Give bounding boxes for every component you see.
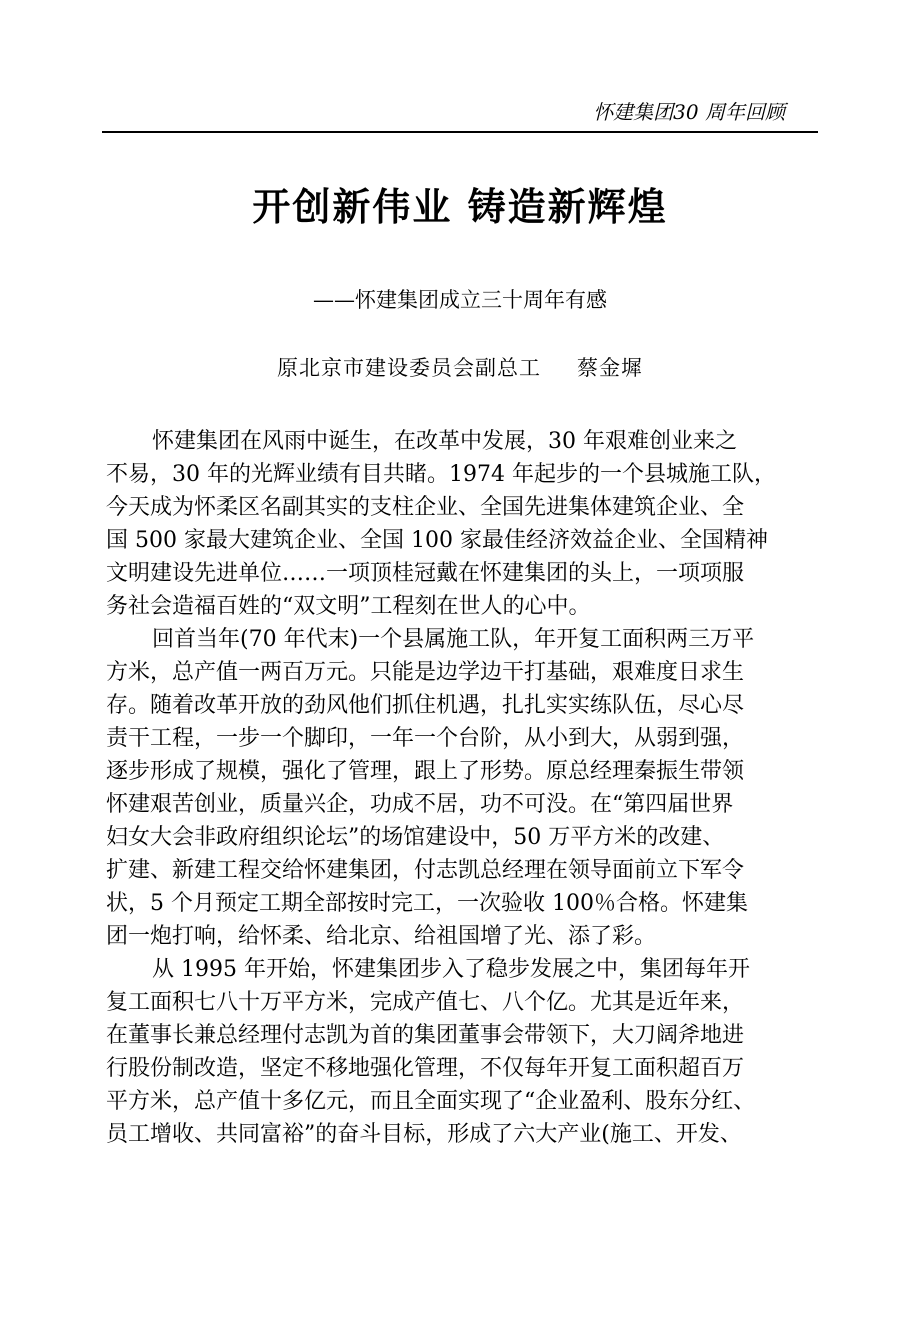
paragraph-line: 回首当年(70 年代末)一个县属施工队，年开复工面积两三万平 — [152, 627, 755, 652]
paragraph-line: 不易，30 年的光辉业绩有目共睹。1974 年起步的一个县城施工队， — [106, 462, 776, 487]
paragraph-line: 在董事长兼总经理付志凯为首的集团董事会带领下，大刀阔斧地进 — [106, 1023, 745, 1048]
paragraph-line: 文明建设先进单位……一项顶桂冠戴在怀建集团的头上，一项项服 — [106, 561, 745, 586]
paragraph-line: 复工面积七八十万平方米，完成产值七、八个亿。尤其是近年来， — [106, 990, 745, 1015]
author-position: 原北京市建设委员会副总工 — [277, 356, 541, 380]
paragraph-line: 务社会造福百姓的“双文明”工程刻在世人的心中。 — [106, 594, 591, 619]
paragraph-line: 逐步形成了规模，强化了管理，跟上了形势。原总经理秦振生带领 — [106, 759, 745, 784]
paragraph-line: 状，5 个月预定工期全部按时完工，一次验收 100％合格。怀建集 — [106, 891, 748, 916]
paragraph-line: 员工增收、共同富裕”的奋斗目标，形成了六大产业(施工、开发、 — [106, 1122, 742, 1147]
paragraph — [106, 623, 816, 953]
paragraph-line: 责干工程，一步一个脚印，一年一个台阶，从小到大，从弱到强， — [106, 726, 745, 751]
paragraph-line: 团一炮打响，给怀柔、给北京、给祖国增了光、添了彩。 — [106, 924, 657, 949]
paragraph-line: 今天成为怀柔区名副其实的支柱企业、全国先进集体建筑企业、全 — [106, 495, 745, 520]
paragraph-line: 扩建、新建工程交给怀建集团，付志凯总经理在领导面前立下军令 — [106, 858, 745, 883]
paragraph-line: 国 500 家最大建筑企业、全国 100 家最佳经济效益企业、全国精神 — [106, 528, 768, 553]
paragraph-line: 妇女大会非政府组织论坛”的场馆建设中，50 万平方米的改建、 — [106, 825, 725, 850]
running-header: 怀建集团30 周年回顾 — [593, 100, 785, 124]
article-title: 开创新伟业 铸造新辉煌 — [252, 185, 668, 229]
paragraph-line: 方米，总产值一两百万元。只能是边学边干打基础，艰难度日求生 — [106, 660, 745, 685]
paragraph — [106, 425, 816, 623]
author-name: 蔡金墀 — [577, 356, 643, 380]
paragraph — [106, 953, 816, 1151]
paragraph-line: 行股份制改造，坚定不移地强化管理，不仅每年开复工面积超百万 — [106, 1056, 745, 1081]
paragraph-line: 从 1995 年开始，怀建集团步入了稳步发展之中，集团每年开 — [152, 957, 750, 982]
paragraph-line: 怀建艰苦创业，质量兴企，功成不居，功不可没。在“第四届世界 — [106, 792, 734, 817]
paragraph-line: 存。随着改革开放的劲风他们抓住机遇，扎扎实实练队伍，尽心尽 — [106, 693, 745, 718]
byline — [0, 352, 920, 384]
header-rule — [102, 131, 818, 133]
paragraph-line: 平方米，总产值十多亿元，而且全面实现了“企业盈利、股东分红、 — [106, 1089, 756, 1114]
paragraph-line: 怀建集团在风雨中诞生，在改革中发展，30 年艰难创业来之 — [152, 429, 737, 454]
article-body — [106, 425, 816, 1151]
article-subtitle: ——怀建集团成立三十周年有感 — [313, 288, 607, 312]
